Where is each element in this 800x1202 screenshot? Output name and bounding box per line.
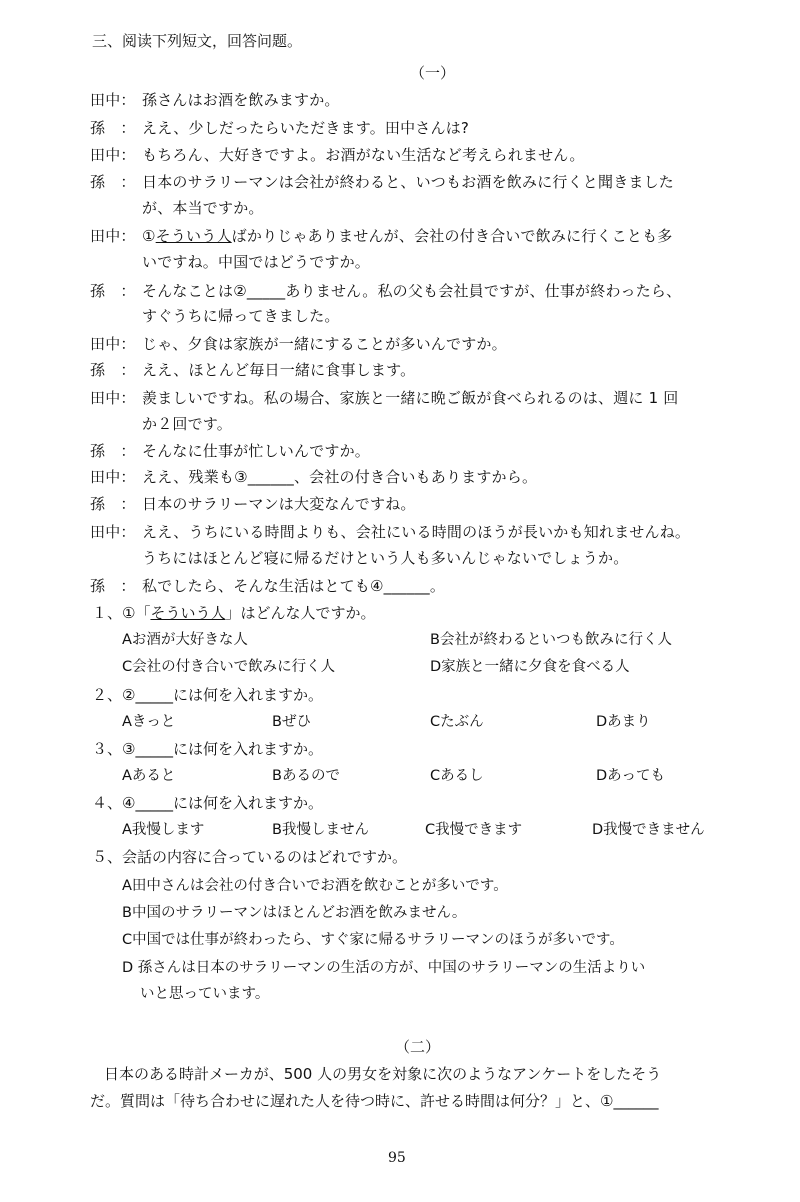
underlined-phrase: そういう人 [155,227,232,245]
dialogue-line: か２回です。 [142,415,233,433]
underlined-phrase: そういう人 [150,604,226,622]
passage-line: だ。質問は「待ち合わせに遅れた人を待つ時に、許せる時間は何分？」と、①______ [90,1092,659,1110]
option-2a[interactable]: Aきっと [122,714,176,730]
question-1: １、①「そういう人」はどんな人ですか。 [92,604,376,622]
dialogue-line: 田中： じゃ、夕食は家族が一緒にすることが多いんですか。 [90,335,507,353]
option-2b[interactable]: Bぜひ [272,714,311,730]
dialogue-line: 孫 ： ええ、少しだったらいただきます。田中さんは? [90,119,470,137]
dialogue-line: 孫 ： そんなことは②_____ありません。私の父も会社員ですが、仕事が終わったら、 [90,282,682,300]
option-4a[interactable]: A我慢します [122,822,205,838]
option-5d-continued: いと思っています。 [140,986,270,1002]
dialogue-line: 田中： ええ、うちにいる時間よりも、会社にいる時間のほうが長いかも知れませんね。 [90,523,691,541]
dialogue-line: 田中： 孫さんはお酒を飲みますか。 [90,91,340,109]
question-3: ３、③_____には何を入れますか。 [92,740,323,758]
option-2d[interactable]: Dあまり [596,714,651,730]
option-3c[interactable]: Cあるし [430,768,484,784]
dialogue-line: 孫 ： 私でしたら、そんな生活はとても④______。 [90,577,446,595]
dialogue-line: 田中： ①そういう人ばかりじゃありませんが、会社の付き合いで飲みに行くことも多 [90,227,673,245]
option-1d[interactable]: D家族と一緒に夕食を食べる人 [430,659,630,675]
question-2: ２、②_____には何を入れますか。 [92,686,323,704]
option-3a[interactable]: Aあると [122,768,176,784]
option-1c[interactable]: C会社の付き合いで飲みに行く人 [122,659,336,675]
dialogue-line: 孫 ： 日本のサラリーマンは会社が終わると、いつもお酒を飲みに行くと聞きました [90,173,675,191]
option-1a[interactable]: Aお酒が大好きな人 [122,632,248,648]
page-number: 95 [388,1150,406,1166]
passage-line: 日本のある時計メーカが、500 人の男女を対象に次のようなアンケートをしたそう [104,1065,662,1083]
part-one-title: （一） [410,64,456,82]
dialogue-line: が、本当ですか。 [142,199,264,217]
option-1b[interactable]: B会社が終わるといつも飲みに行く人 [430,632,672,648]
option-3d[interactable]: Dあっても [596,768,666,784]
option-5d[interactable]: D 孫さんは日本のサラリーマンの生活の方が、中国のサラリーマンの生活よりい [122,960,646,976]
option-3b[interactable]: Bあるので [272,768,340,784]
dialogue-line: 田中： ええ、残業も③______、会社の付き合いもありますから。 [90,468,538,486]
question-4: ４、④_____には何を入れますか。 [92,794,323,812]
dialogue-line: 田中： もちろん、大好きですよ。お酒がない生活など考えられません。 [90,146,585,164]
part-two-title: （二） [395,1038,441,1056]
option-4c[interactable]: C我慢できます [425,822,523,838]
dialogue-line: うちにはほとんど寝に帰るだけという人も多いんじゃないでしょうか。 [142,549,629,567]
option-4d[interactable]: D我慢できません [592,822,705,838]
option-5b[interactable]: B中国のサラリーマンはほとんどお酒を飲みません。 [122,905,467,921]
option-5c[interactable]: C中国では仕事が終わったら、すぐ家に帰るサラリーマンのほうが多いです。 [122,932,624,948]
option-5a[interactable]: A田中さんは会社の付き合いでお酒を飲むことが多いです。 [122,878,508,894]
dialogue-line: 孫 ： ええ、ほとんど毎日一緒に食事します。 [90,361,416,379]
option-2c[interactable]: Cたぶん [430,714,484,730]
dialogue-line: すぐうちに帰ってきました。 [142,307,340,325]
dialogue-line: 田中： 羨ましいですね。私の場合、家族と一緒に晩ご飯が食べられるのは、週に 1 回 [90,389,679,407]
dialogue-line: 孫 ： そんなに仕事が忙しいんですか。 [90,442,371,460]
dialogue-line: いですね。中国ではどうですか。 [142,253,371,271]
section-title: 三、阅读下列短文，回答问题。 [92,32,303,50]
option-4b[interactable]: B我慢しません [272,822,369,838]
dialogue-line: 孫 ： 日本のサラリーマンは大変なんですね。 [90,495,416,513]
question-5: ５、会話の内容に合っているのはどれですか。 [92,848,408,866]
